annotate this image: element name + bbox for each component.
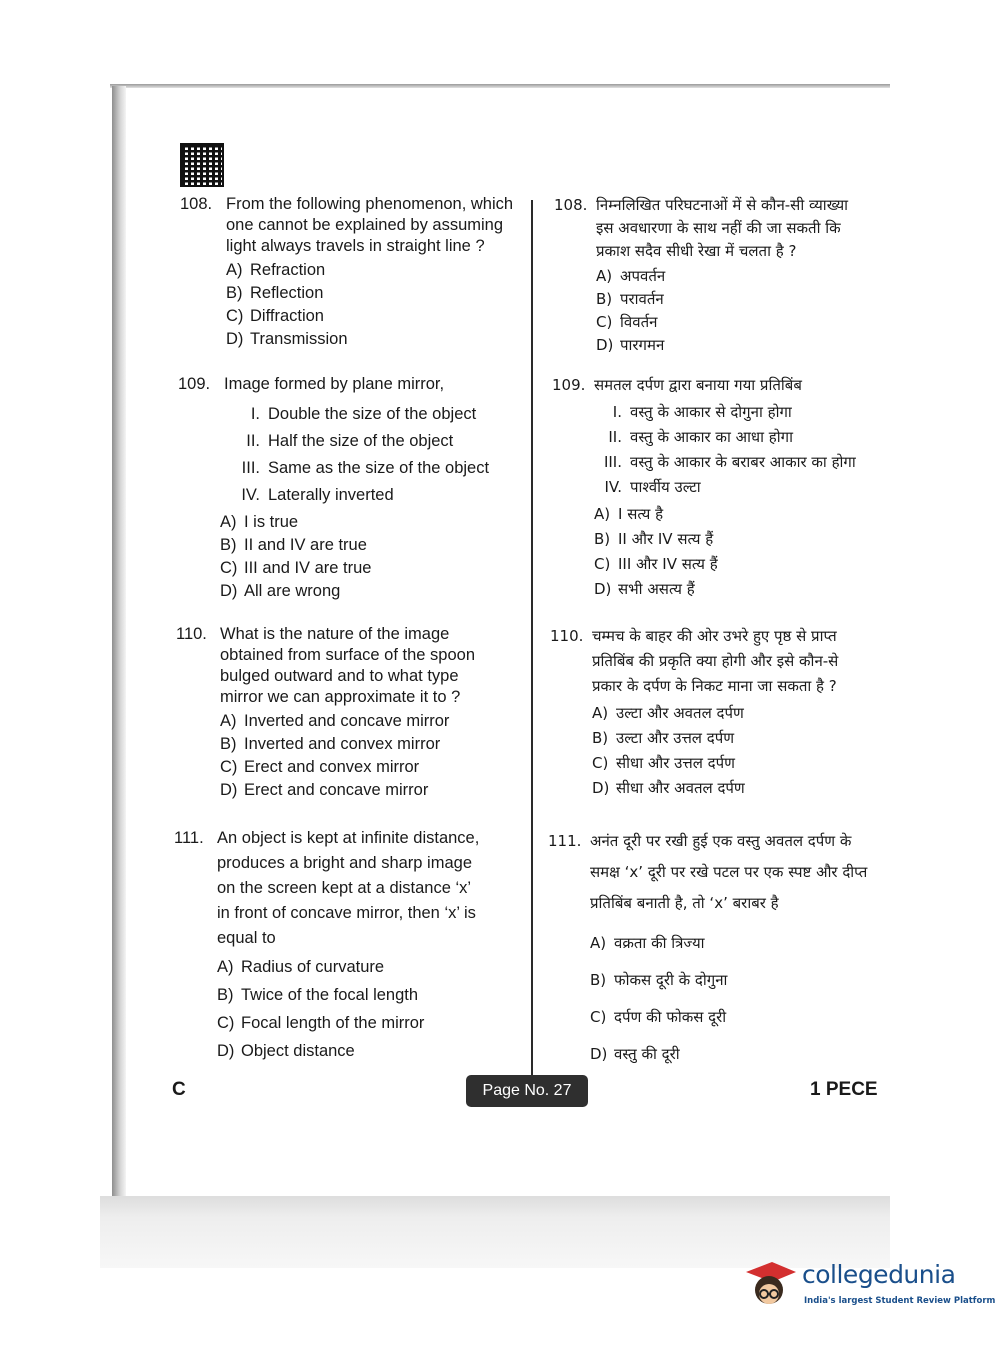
option-a: A) Refraction [226,261,326,279]
option-a: A) उल्टा और अवतल दर्पण [592,704,744,722]
question-text-line: अनंत दूरी पर रखी हुई एक वस्तु अवतल दर्पण के [590,832,852,850]
option-d: D) वस्तु की दूरी [590,1045,680,1063]
option-b: B) II और IV सत्य हैं [594,530,714,548]
option-d: D) सभी असत्य हैं [594,580,695,598]
question-110-hindi [550,624,838,801]
question-number: 109. [178,375,211,393]
question-text-line: प्रकाश सदैव सीधी रेखा में चलता है ? [596,242,797,260]
option-d: D) Transmission [226,330,348,348]
question-text-line: समतल दर्पण द्वारा बनाया गया प्रतिबिंब [594,376,802,394]
statement-iii: III. Same as the size of the object [241,459,490,477]
question-number: 111. [548,832,582,850]
option-c: C) Erect and convex mirror [220,758,420,776]
option-d: D) All are wrong [220,582,341,600]
statement-iv: IV. पार्श्वीय उल्टा [604,478,701,496]
option-d: D) सीधा और अवतल दर्पण [592,779,745,797]
question-109-english [178,374,489,603]
question-text-line: प्रतिबिंब की प्रकृति क्या होगी और इसे कौन-से [592,652,839,670]
question-text-line: produces a bright and sharp image [217,854,472,872]
question-number: 109. [552,376,586,394]
question-text-line: निम्नलिखित परिघटनाओं में से कौन-सी व्याख्या [596,196,849,214]
option-a: A) वक्रता की त्रिज्या [590,934,705,952]
question-text-line: equal to [217,929,276,947]
option-b: B) फोकस दूरी के दोगुना [590,971,728,989]
question-111-english [174,826,479,1065]
option-c: C) Diffraction [226,307,324,325]
option-d: D) Object distance [217,1041,355,1060]
option-b: B) उल्टा और उत्तल दर्पण [592,729,735,747]
option-d: D) Erect and concave mirror [220,781,429,799]
question-108-hindi [554,194,848,357]
question-text-line: From the following phenomenon, which [226,195,514,213]
question-text-line: प्रतिबिंब बनाती है, तो ‘x’ बराबर है [590,894,779,912]
option-b: B) II and IV are true [220,536,367,554]
paper-code: 1 PECE [810,1079,878,1100]
statement-ii: II. Half the size of the object [246,432,454,450]
scan-edge-top [110,84,890,88]
logo-tagline: India's largest Student Review Platform [804,1296,996,1306]
logo-wordmark: collegedunia [802,1260,956,1289]
question-text-line: What is the nature of the image [220,625,450,643]
option-a: A) Radius of curvature [217,957,385,976]
question-text-line: An object is kept at infinite distance, [217,829,480,847]
option-c: C) III and IV are true [220,559,372,577]
option-a: A) I सत्य है [594,505,664,523]
column-divider [531,200,533,1080]
option-a: A) अपवर्तन [596,267,666,285]
question-text-line: light always travels in straight line ? [226,237,485,255]
qr-code [180,143,224,187]
mascot-icon [742,1256,798,1312]
statement-ii: II. वस्तु के आकार का आधा होगा [608,428,793,446]
question-text-line: bulged outward and to what type [220,667,459,685]
question-text-line: समक्ष ‘x’ दूरी पर रखे पटल पर एक स्पष्ट और दीप्त [590,863,868,881]
question-text-line: one cannot be explained by assuming [226,216,504,234]
question-number: 110. [176,625,207,643]
question-text-line: obtained from surface of the spoon [220,646,475,664]
question-text-line: on the screen kept at a distance ‘x’ [217,879,472,897]
question-108-english [180,194,513,351]
option-c: C) III और IV सत्य हैं [594,555,718,573]
question-109-hindi [552,374,856,602]
scan-edge-left [112,86,126,1266]
question-text-line: Image formed by plane mirror, [224,375,445,393]
statement-iv: IV. Laterally inverted [241,486,394,504]
option-c: C) Focal length of the mirror [217,1013,425,1032]
question-number: 108. [180,195,213,213]
booklet-series: C [172,1079,186,1100]
question-111-hindi [548,826,867,1073]
option-d: D) पारगमन [596,336,665,354]
option-a: A) I is true [220,513,299,531]
question-number: 108. [554,196,588,214]
statement-i: I. वस्तु के आकार से दोगुना होगा [612,403,792,421]
statement-iii: III. वस्तु के आकार के बराबर आकार का होगा [603,453,856,471]
page-number-badge: Page No. 27 [466,1075,588,1107]
question-text-line: mirror we can approximate it to ? [220,688,461,706]
option-b: B) Twice of the focal length [217,985,419,1004]
option-c: C) दर्पण की फोकस दूरी [590,1008,727,1026]
question-text-line: प्रकार के दर्पण के निकट माना जा सकता है ? [592,677,837,695]
question-text-line: in front of concave mirror, then ‘x’ is [217,904,476,922]
collegedunia-logo [742,1252,996,1314]
option-b: B) Inverted and convex mirror [220,735,441,753]
option-b: B) Reflection [226,284,324,302]
option-a: A) Inverted and concave mirror [220,712,450,730]
question-text-line: चम्मच के बाहर की ओर उभरे हुए पृष्ठ से प्राप्त [592,627,837,645]
statement-i: I. Double the size of the object [250,405,477,423]
question-number: 110. [550,627,584,645]
question-number: 111. [174,829,204,847]
option-b: B) परावर्तन [596,290,664,308]
option-c: C) सीधा और उत्तल दर्पण [592,754,736,772]
question-text-line: इस अवधारणा के साथ नहीं की जा सकती कि [596,219,841,237]
question-110-english [176,624,475,802]
option-c: C) विवर्तन [596,313,658,331]
